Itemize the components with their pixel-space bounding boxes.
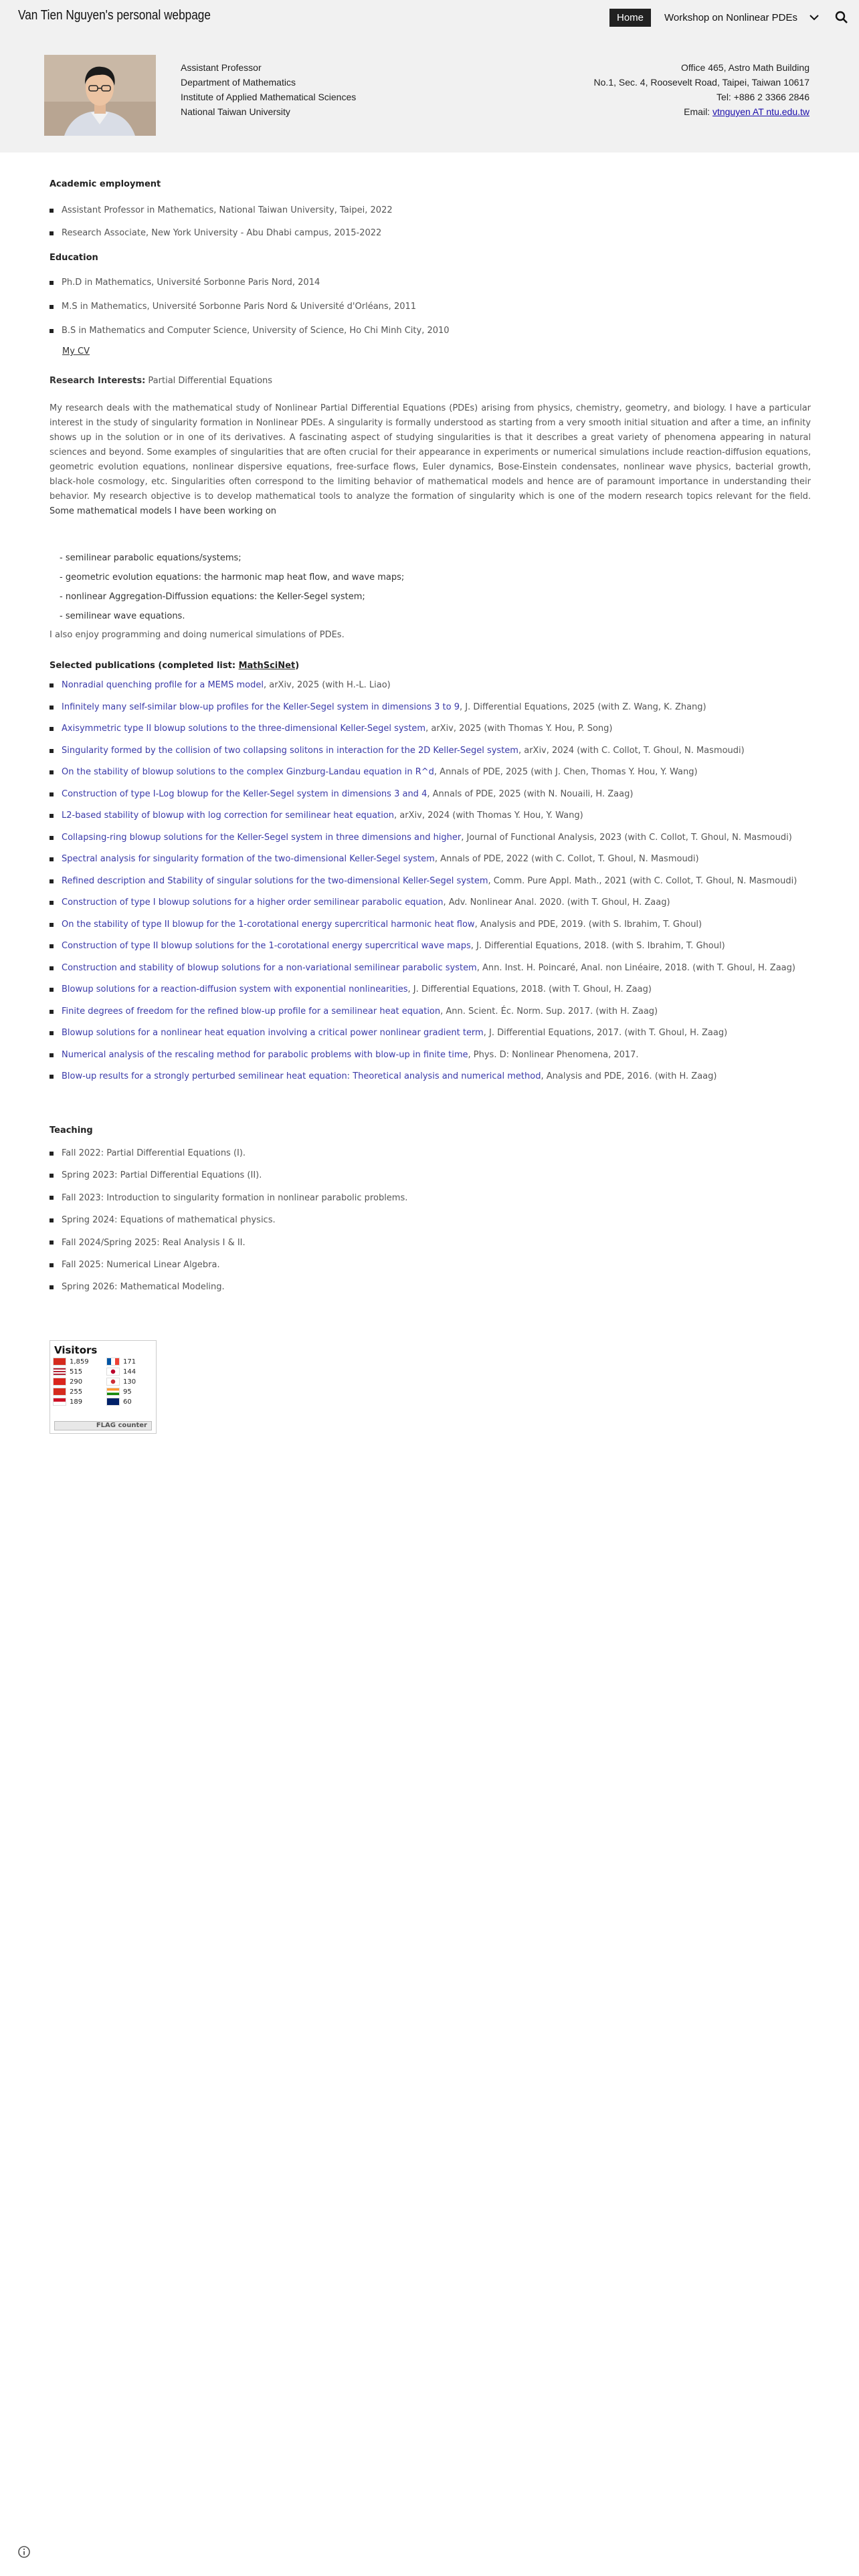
office-line: Office 465, Astro Math Building xyxy=(681,62,809,73)
publication-venue: , arXiv, 2025 (with Thomas Y. Hou, P. Song) xyxy=(425,724,613,734)
research-interests-label: Research Interests: xyxy=(50,376,146,386)
list-item: Ph.D in Mathematics, Université Sorbonne Paris Nord, 2014 xyxy=(50,271,450,295)
publication-venue: , Ann. Inst. H. Poincaré, Anal. non Linéaire, 2018. (with T. Ghoul, H. Zaag) xyxy=(476,962,795,973)
uk-flag-icon xyxy=(106,1398,120,1406)
publication-link[interactable]: Blowup solutions for a nonlinear heat equation involving a critical power nonlinear gradient term xyxy=(62,1028,484,1038)
visitor-count: 290 xyxy=(70,1378,83,1386)
contact-info xyxy=(594,60,809,119)
publication-link[interactable]: L2-based stability of blowup with log correction for semilinear heat equation xyxy=(62,811,395,821)
list-item: Assistant Professor in Mathematics, National Taiwan University, Taipei, 2022 xyxy=(50,199,393,222)
publication-link[interactable]: Construction of type I blowup solutions for a higher order semilinear parabolic equation xyxy=(62,897,444,907)
email-prefix: Email: xyxy=(684,106,712,117)
publications-list xyxy=(50,675,797,1088)
switzerland-flag-icon xyxy=(53,1388,66,1396)
visitors-title: Visitors xyxy=(54,1344,98,1356)
publications-title-end: ) xyxy=(295,661,300,671)
publication-item xyxy=(50,958,797,980)
academic-employment-heading: Academic employment xyxy=(50,179,161,189)
publication-item xyxy=(50,827,797,849)
visitor-counts xyxy=(53,1358,153,1406)
flag-counter-widget[interactable] xyxy=(50,1340,157,1434)
visitor-row xyxy=(53,1398,106,1406)
model-item: - semilinear parabolic equations/systems; xyxy=(60,553,242,563)
publication-venue: , J. Differential Equations, 2025 (with Z. Wang, K. Zhang) xyxy=(459,702,706,712)
mathscinet-link[interactable]: MathSciNet xyxy=(238,661,296,671)
education-heading: Education xyxy=(50,253,98,263)
publication-link[interactable]: Spectral analysis for singularity formation of the two-dimensional Keller-Segel system xyxy=(62,854,435,864)
publication-link[interactable]: Construction of type I-Log blowup for the Keller-Segel system in dimensions 3 and 4 xyxy=(62,788,427,799)
publication-venue: , Annals of PDE, 2025 (with N. Nouaili, H. Zaag) xyxy=(427,788,634,799)
visitor-row xyxy=(106,1398,155,1406)
publications-title: Selected publications (completed list: xyxy=(50,661,239,671)
publication-link[interactable]: Collapsing-ring blowup solutions for the Keller-Segel system in three dimensions and higher xyxy=(62,832,462,843)
publication-item xyxy=(50,1001,797,1023)
usa-flag-icon xyxy=(53,1368,66,1376)
publication-venue: , Comm. Pure Appl. Math., 2021 (with C. Collot, T. Ghoul, N. Masmoudi) xyxy=(488,875,797,886)
list-item: Spring 2026: Mathematical Modeling. xyxy=(50,1276,407,1298)
publication-link[interactable]: Nonradial quenching profile for a MEMS model xyxy=(62,680,264,690)
visitor-row xyxy=(106,1378,155,1386)
publication-venue: , Annals of PDE, 2022 (with C. Collot, T. Ghoul, N. Masmoudi) xyxy=(434,854,699,864)
publication-item xyxy=(50,1066,797,1088)
publication-link[interactable]: Construction of type II blowup solutions for the 1-corotational energy supercritical wave maps xyxy=(62,941,471,951)
email-link[interactable]: vtnguyen AT ntu.edu.tw xyxy=(712,106,809,117)
publication-venue: , Analysis and PDE, 2019. (with S. Ibrahim, T. Ghoul) xyxy=(474,919,702,930)
publication-link[interactable]: Construction and stability of blowup solutions for a non-variational semilinear parabolic system xyxy=(62,962,477,973)
publication-link[interactable]: Blow-up results for a strongly perturbed semilinear heat equation: Theoretical analysis and numerical method xyxy=(62,1071,541,1081)
publication-item xyxy=(50,718,797,740)
academic-employment-list xyxy=(50,199,393,245)
site-title[interactable]: Van Tien Nguyen's personal webpage xyxy=(18,8,211,23)
publication-link[interactable]: Axisymmetric type II blowup solutions to the three-dimensional Keller-Segel system xyxy=(62,724,426,734)
header-band xyxy=(0,37,859,152)
flag-counter-badge[interactable]: FLAG counter xyxy=(54,1421,152,1430)
list-item: Fall 2025: Numerical Linear Algebra. xyxy=(50,1254,407,1276)
research-interests-value: Partial Differential Equations xyxy=(145,376,273,386)
publication-item xyxy=(50,1045,797,1067)
visitor-row xyxy=(106,1368,155,1376)
research-paragraph xyxy=(50,401,811,519)
list-item: B.S in Mathematics and Computer Science, University of Science, Ho Chi Minh City, 2010 xyxy=(50,319,450,343)
publication-venue: , J. Differential Equations, 2017. (with T. Ghoul, H. Zaag) xyxy=(483,1028,728,1038)
publication-item xyxy=(50,805,797,827)
publication-item xyxy=(50,762,797,784)
publication-item xyxy=(50,784,797,806)
publication-venue: , arXiv, 2024 (with C. Collot, T. Ghoul, N. Masmoudi) xyxy=(518,745,745,756)
research-description: My research deals with the mathematical study of Nonlinear Partial Differential Equations (PDEs) arising from physics, chemistry, geometry, and biology. I have a particular interest in the study of singularity formation in Nonlinear PDEs. A singularity is formally understood as starting from a very smooth initial situation and after a time, an infinity shows up in the solution or in one of its derivatives. A fascinating aspect of studying singularities is that it describes a great variety of phenomena appearing in natural sciences and beyond. Some examples of singularities that are often crucial for their appearance in experiments or numerical simulations include reaction-diffusion equations, geometric evolution equations, nonlinear dispersive equations, free-surface flows, Euler dynamics, Bose-Einstein condensates, nonlinear wave physics, bacterial growth, black-hole cosmology, etc. Singularities often correspond to the limiting behavior of mathematical models and hence are of paramount importance in understanding their behavior. My research objective is to develop mathematical tools to analyze the formation of singularity which is one of the modern research topics relevant for the field. xyxy=(50,403,811,502)
visitor-count: 95 xyxy=(123,1388,132,1396)
publication-venue: , J. Differential Equations, 2018. (with S. Ibrahim, T. Ghoul) xyxy=(470,941,725,951)
publication-link[interactable]: Blowup solutions for a reaction-diffusion system with exponential nonlinearities xyxy=(62,984,408,994)
france-flag-icon xyxy=(106,1358,120,1366)
publication-item xyxy=(50,697,797,719)
visitor-count: 515 xyxy=(70,1368,83,1376)
taiwan-flag-icon xyxy=(53,1358,66,1366)
visitor-count: 60 xyxy=(123,1398,132,1406)
publication-venue: , Annals of PDE, 2025 (with J. Chen, Thomas Y. Hou, Y. Wang) xyxy=(434,767,698,777)
publication-link[interactable]: Finite degrees of freedom for the refined blow-up profile for a semilinear heat equation xyxy=(62,1006,441,1016)
publication-item xyxy=(50,914,797,936)
visitor-row xyxy=(53,1358,106,1366)
visitor-count: 189 xyxy=(70,1398,83,1406)
visitor-row xyxy=(53,1368,106,1376)
indonesia-flag-icon xyxy=(53,1398,66,1406)
visitor-count: 1,859 xyxy=(70,1358,89,1366)
publication-venue: , arXiv, 2025 (with H.-L. Liao) xyxy=(263,680,391,690)
models-intro: Some mathematical models I have been working on xyxy=(50,506,277,516)
publication-item xyxy=(50,871,797,893)
visitor-count: 171 xyxy=(123,1358,136,1366)
visitor-count: 255 xyxy=(70,1388,83,1396)
publication-link[interactable]: Numerical analysis of the rescaling method for parabolic problems with blow-up in finite time xyxy=(62,1049,468,1060)
publication-item xyxy=(50,979,797,1001)
publication-venue: , Journal of Functional Analysis, 2023 (with C. Collot, T. Ghoul, N. Masmoudi) xyxy=(461,832,792,843)
search-icon[interactable] xyxy=(834,9,850,25)
research-interests xyxy=(50,376,272,386)
india-flag-icon xyxy=(106,1388,120,1396)
email-line xyxy=(594,104,809,119)
publication-venue: , Phys. D: Nonlinear Phenomena, 2017. xyxy=(468,1049,639,1060)
info-icon[interactable] xyxy=(17,2545,31,2559)
department-line: Department of Mathematics xyxy=(181,77,296,88)
chevron-down-icon[interactable] xyxy=(809,13,819,23)
address-line: No.1, Sec. 4, Roosevelt Road, Taipei, Taiwan 10617 xyxy=(593,77,809,88)
list-item: M.S in Mathematics, Université Sorbonne Paris Nord & Université d'Orléans, 2011 xyxy=(50,295,450,319)
top-navigation-bar xyxy=(0,0,859,37)
title-affiliation xyxy=(181,60,356,119)
publication-item xyxy=(50,740,797,762)
model-item: - geometric evolution equations: the harmonic map heat flow, and wave maps; xyxy=(60,572,405,582)
publication-venue: , Analysis and PDE, 2016. (with H. Zaag) xyxy=(541,1071,717,1081)
visitor-row xyxy=(53,1378,106,1386)
model-item: - nonlinear Aggregation-Diffussion equations: the Keller-Segel system; xyxy=(60,592,365,602)
publication-item xyxy=(50,892,797,914)
phone-line: Tel: +886 2 3366 2846 xyxy=(717,92,809,102)
publication-venue: , arXiv, 2024 (with Thomas Y. Hou, Y. Wang) xyxy=(394,811,583,821)
cv-link[interactable]: My CV xyxy=(62,346,90,356)
list-item: Fall 2023: Introduction to singularity formation in nonlinear parabolic problems. xyxy=(50,1187,407,1209)
visitor-row xyxy=(53,1388,106,1396)
publication-venue: , Ann. Scient. Éc. Norm. Sup. 2017. (with H. Zaag) xyxy=(440,1006,658,1016)
publication-link[interactable]: On the stability of blowup solutions to the complex Ginzburg-Landau equation in R^d xyxy=(62,767,434,777)
publication-item xyxy=(50,849,797,871)
publication-item xyxy=(50,936,797,958)
list-item: Spring 2024: Equations of mathematical physics. xyxy=(50,1209,407,1231)
teaching-heading: Teaching xyxy=(50,1125,93,1136)
visitor-row xyxy=(106,1388,155,1396)
list-item: Spring 2023: Partial Differential Equations (II). xyxy=(50,1164,407,1186)
list-item: Research Associate, New York University - Abu Dhabi campus, 2015-2022 xyxy=(50,222,393,245)
publication-link[interactable]: On the stability of type II blowup for the 1-corotational energy supercritical harmonic heat flow xyxy=(62,919,475,930)
nav-workshop[interactable]: Workshop on Nonlinear PDEs xyxy=(664,12,797,23)
visitor-count: 144 xyxy=(123,1368,136,1376)
publication-link[interactable]: Singularity formed by the collision of two collapsing solitons in interaction for the 2D Keller-Segel system xyxy=(62,745,518,756)
publications-heading xyxy=(50,661,299,671)
education-list xyxy=(50,271,450,343)
korea-flag-icon xyxy=(106,1378,120,1386)
model-item: - semilinear wave equations. xyxy=(60,611,185,621)
publication-item xyxy=(50,1023,797,1045)
list-item: Fall 2024/Spring 2025: Real Analysis I & II. xyxy=(50,1232,407,1254)
profile-photo xyxy=(44,55,156,136)
teaching-list xyxy=(50,1142,407,1299)
institute-line: Institute of Applied Mathematical Sciences xyxy=(181,92,357,102)
publication-link[interactable]: Infinitely many self-similar blow-up profiles for the Keller-Segel system in dimensions 3 to 9 xyxy=(62,702,460,712)
vietnam-flag-icon xyxy=(53,1378,66,1386)
main-nav xyxy=(609,9,819,27)
nav-home[interactable]: Home xyxy=(609,9,651,27)
position-line: Assistant Professor xyxy=(181,62,262,73)
japan-flag-icon xyxy=(106,1368,120,1376)
programming-note: I also enjoy programming and doing numerical simulations of PDEs. xyxy=(50,630,345,640)
visitor-count: 130 xyxy=(123,1378,136,1386)
publication-item xyxy=(50,675,797,697)
list-item: Fall 2022: Partial Differential Equations (I). xyxy=(50,1142,407,1164)
publication-venue: , J. Differential Equations, 2018. (with T. Ghoul, H. Zaag) xyxy=(407,984,652,994)
visitor-row xyxy=(106,1358,155,1366)
publication-venue: , Adv. Nonlinear Anal. 2020. (with T. Ghoul, H. Zaag) xyxy=(443,897,670,907)
publication-link[interactable]: Refined description and Stability of singular solutions for the two-dimensional Keller-Segel system xyxy=(62,875,488,886)
university-line: National Taiwan University xyxy=(181,106,290,117)
